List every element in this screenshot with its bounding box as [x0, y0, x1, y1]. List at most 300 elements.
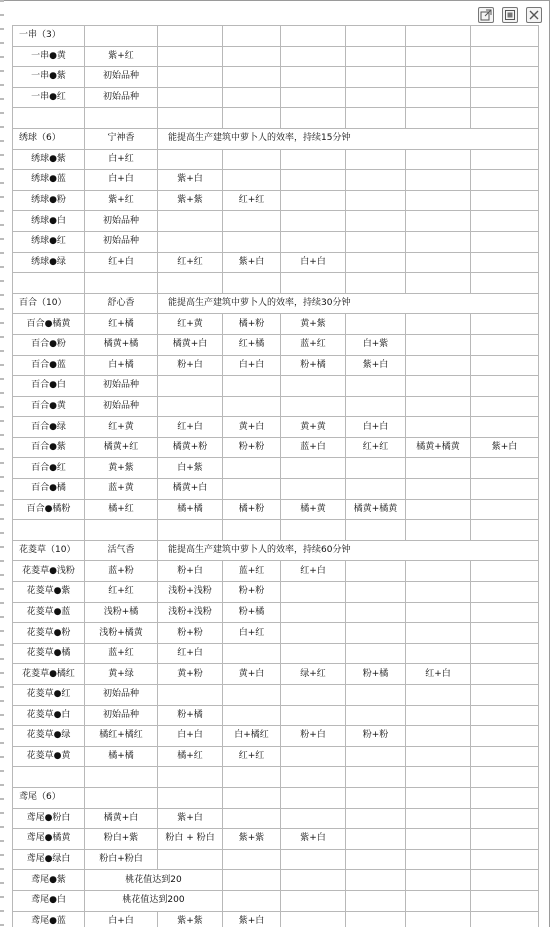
- empty-cell: [346, 231, 406, 252]
- table-row: [13, 499, 539, 520]
- empty-cell: [281, 479, 346, 500]
- recipe-cell: 红+白: [158, 417, 223, 438]
- flower-variety-cell: 百合●白: [13, 376, 85, 397]
- recipe-cell: 桃花值达到20: [85, 870, 223, 891]
- table-row: [13, 231, 539, 252]
- empty-cell: [471, 26, 539, 47]
- empty-cell: [346, 787, 406, 808]
- recipe-cell: 黄+绿: [85, 664, 158, 685]
- recipe-cell: 紫+白: [158, 170, 223, 191]
- empty-cell: [346, 808, 406, 829]
- empty-cell: [471, 108, 539, 129]
- empty-cell: [346, 746, 406, 767]
- empty-cell: [471, 479, 539, 500]
- recipe-cell: 粉+粉: [158, 623, 223, 644]
- recipe-cell: 白+白: [223, 355, 281, 376]
- recipe-cell: 红+白: [406, 664, 471, 685]
- empty-cell: [13, 273, 85, 294]
- empty-cell: [158, 108, 223, 129]
- empty-cell: [281, 273, 346, 294]
- empty-cell: [158, 396, 223, 417]
- empty-cell: [406, 355, 471, 376]
- incense-name-cell: 宁神香: [85, 128, 158, 149]
- recipe-cell: 蓝+红: [281, 334, 346, 355]
- empty-cell: [281, 808, 346, 829]
- empty-cell: [346, 190, 406, 211]
- empty-cell: [223, 890, 281, 911]
- recipe-cell: 浅粉+橘: [85, 602, 158, 623]
- table-row: [13, 46, 539, 67]
- empty-cell: [346, 458, 406, 479]
- recipe-cell: 橘+黄: [281, 499, 346, 520]
- recipe-cell: 黄+黄: [281, 417, 346, 438]
- recipe-cell: 紫+紫: [223, 829, 281, 850]
- flower-variety-cell: 一串●紫: [13, 67, 85, 88]
- section-header-row: [13, 540, 539, 561]
- recipe-cell: 橘红+橘红: [85, 726, 158, 747]
- empty-cell: [406, 829, 471, 850]
- recipe-cell: 橘+橘: [85, 746, 158, 767]
- flower-variety-cell: 花菱草●粉: [13, 623, 85, 644]
- recipe-cell: 蓝+白: [281, 437, 346, 458]
- recipe-cell: 粉+橘: [158, 705, 223, 726]
- empty-cell: [13, 108, 85, 129]
- flower-variety-cell: 花菱草●蓝: [13, 602, 85, 623]
- flower-variety-cell: 百合●橘: [13, 479, 85, 500]
- empty-cell: [406, 808, 471, 829]
- empty-cell: [471, 87, 539, 108]
- empty-cell: [281, 396, 346, 417]
- empty-cell: [158, 149, 223, 170]
- empty-cell: [85, 273, 158, 294]
- empty-cell: [223, 787, 281, 808]
- empty-cell: [281, 520, 346, 541]
- recipe-cell: 蓝+红: [85, 643, 158, 664]
- recipe-cell: 白+紫: [346, 334, 406, 355]
- empty-cell: [406, 417, 471, 438]
- empty-cell: [223, 108, 281, 129]
- empty-cell: [471, 417, 539, 438]
- recipe-cell: 黄+白: [223, 417, 281, 438]
- recipe-cell: 白+红: [85, 149, 158, 170]
- open-external-button[interactable]: [478, 7, 494, 23]
- table-row: [13, 849, 539, 870]
- empty-cell: [471, 211, 539, 232]
- empty-cell: [346, 273, 406, 294]
- table-row: [13, 870, 539, 891]
- table-row: [13, 890, 539, 911]
- recipe-cell: 紫+紫: [158, 190, 223, 211]
- empty-cell: [223, 870, 281, 891]
- empty-cell: [406, 67, 471, 88]
- empty-cell: [281, 890, 346, 911]
- recipe-cell: 红+白: [85, 252, 158, 273]
- recipe-cell: 橘黄+橘黄: [346, 499, 406, 520]
- empty-cell: [281, 685, 346, 706]
- empty-cell: [158, 273, 223, 294]
- empty-cell: [406, 314, 471, 335]
- table-row: [13, 417, 539, 438]
- empty-cell: [281, 46, 346, 67]
- empty-cell: [281, 231, 346, 252]
- empty-cell: [223, 767, 281, 788]
- empty-cell: [346, 685, 406, 706]
- empty-cell: [471, 808, 539, 829]
- flower-variety-cell: 一串●红: [13, 87, 85, 108]
- empty-cell: [223, 396, 281, 417]
- recipe-cell: 红+白: [281, 561, 346, 582]
- flower-variety-cell: 绣球●粉: [13, 190, 85, 211]
- recipe-cell: 红+红: [346, 437, 406, 458]
- empty-cell: [158, 231, 223, 252]
- empty-cell: [406, 211, 471, 232]
- empty-cell: [406, 46, 471, 67]
- spreadsheet: [12, 25, 539, 932]
- empty-cell: [471, 849, 539, 870]
- recipe-cell: 橘+橘: [158, 499, 223, 520]
- recipe-cell: 红+红: [223, 746, 281, 767]
- empty-cell: [471, 190, 539, 211]
- empty-cell: [406, 149, 471, 170]
- empty-cell: [85, 787, 158, 808]
- empty-cell: [346, 602, 406, 623]
- empty-cell: [281, 149, 346, 170]
- recipe-cell: 浅粉+橘黄: [85, 623, 158, 644]
- empty-cell: [406, 252, 471, 273]
- table-row: [13, 726, 539, 747]
- open-external-icon: [480, 9, 492, 21]
- table-row: [13, 746, 539, 767]
- empty-cell: [406, 870, 471, 891]
- empty-cell: [471, 746, 539, 767]
- empty-cell: [85, 26, 158, 47]
- recipe-cell: 橘黄+橘黄: [406, 437, 471, 458]
- recipe-cell: 初始品种: [85, 685, 158, 706]
- table-row: [13, 314, 539, 335]
- recipe-cell: 浅粉+浅粉: [158, 582, 223, 603]
- empty-cell: [85, 520, 158, 541]
- table-row: [13, 334, 539, 355]
- recipe-cell: 蓝+红: [223, 561, 281, 582]
- empty-cell: [406, 643, 471, 664]
- table-row: [13, 582, 539, 603]
- empty-cell: [406, 849, 471, 870]
- window-controls: [478, 7, 542, 23]
- recipe-cell: 粉白 + 粉白: [158, 829, 223, 850]
- close-icon: [528, 9, 540, 21]
- recipe-cell: 紫+红: [85, 46, 158, 67]
- empty-cell: [346, 520, 406, 541]
- empty-cell: [158, 67, 223, 88]
- recipe-cell: 粉+粉: [223, 582, 281, 603]
- empty-cell: [281, 458, 346, 479]
- empty-cell: [158, 376, 223, 397]
- empty-cell: [406, 746, 471, 767]
- empty-cell: [346, 396, 406, 417]
- empty-cell: [406, 334, 471, 355]
- empty-cell: [223, 705, 281, 726]
- incense-name-cell: 活气香: [85, 540, 158, 561]
- flower-variety-cell: 百合●绿: [13, 417, 85, 438]
- section-header-row: [13, 293, 539, 314]
- recipe-cell: 粉+粉: [346, 726, 406, 747]
- recipe-cell: 紫+白: [471, 437, 539, 458]
- empty-cell: [406, 520, 471, 541]
- recipe-cell: 白+白: [281, 252, 346, 273]
- empty-cell: [471, 726, 539, 747]
- empty-cell: [281, 870, 346, 891]
- empty-cell: [471, 685, 539, 706]
- empty-cell: [346, 479, 406, 500]
- close-button[interactable]: [526, 7, 542, 23]
- recipe-cell: 红+橘: [223, 334, 281, 355]
- empty-cell: [406, 685, 471, 706]
- section-title-cell: 一串（3）: [13, 26, 85, 47]
- recipe-cell: 白+白: [346, 417, 406, 438]
- recipe-cell: 粉+白: [158, 561, 223, 582]
- recipe-cell: 粉+粉: [223, 437, 281, 458]
- empty-cell: [471, 231, 539, 252]
- flower-variety-cell: 鸢尾●橘黄: [13, 829, 85, 850]
- empty-cell: [223, 643, 281, 664]
- recipe-cell: 初始品种: [85, 376, 158, 397]
- empty-cell: [281, 787, 346, 808]
- recipe-cell: 橘+红: [158, 746, 223, 767]
- flower-variety-cell: 一串●黄: [13, 46, 85, 67]
- recipe-cell: 紫+白: [281, 829, 346, 850]
- table-row: [13, 561, 539, 582]
- empty-cell: [346, 561, 406, 582]
- section-header-row: [13, 26, 539, 47]
- empty-cell: [223, 149, 281, 170]
- recipe-cell: 蓝+粉: [85, 561, 158, 582]
- empty-cell: [223, 458, 281, 479]
- recipe-cell: 红+黄: [158, 314, 223, 335]
- recipe-cell: 白+红: [223, 623, 281, 644]
- recipe-cell: 黄+紫: [281, 314, 346, 335]
- table-row: [13, 170, 539, 191]
- empty-cell: [223, 170, 281, 191]
- empty-cell: [471, 499, 539, 520]
- empty-cell: [471, 602, 539, 623]
- recipe-cell: 紫+白: [158, 808, 223, 829]
- empty-cell: [471, 829, 539, 850]
- empty-cell: [406, 705, 471, 726]
- table-row: [13, 211, 539, 232]
- blank-row: [13, 520, 539, 541]
- flower-variety-cell: 百合●紫: [13, 437, 85, 458]
- empty-cell: [346, 314, 406, 335]
- restore-button[interactable]: [502, 7, 518, 23]
- empty-cell: [406, 623, 471, 644]
- recipe-cell: 白+橘红: [223, 726, 281, 747]
- empty-cell: [406, 87, 471, 108]
- empty-cell: [346, 705, 406, 726]
- incense-effect-cell: 能提高生产建筑中萝卜人的效率，持续60分钟: [158, 540, 539, 561]
- empty-cell: [346, 849, 406, 870]
- empty-cell: [471, 890, 539, 911]
- empty-cell: [281, 602, 346, 623]
- empty-cell: [471, 396, 539, 417]
- empty-cell: [158, 787, 223, 808]
- recipe-cell: 橘+粉: [223, 499, 281, 520]
- table-row: [13, 479, 539, 500]
- recipe-cell: 红+红: [158, 252, 223, 273]
- flower-variety-cell: 鸢尾●白: [13, 890, 85, 911]
- recipe-cell: 粉+橘: [223, 602, 281, 623]
- flower-variety-cell: 绣球●绿: [13, 252, 85, 273]
- empty-cell: [471, 46, 539, 67]
- recipe-cell: 黄+白: [223, 664, 281, 685]
- empty-cell: [471, 643, 539, 664]
- recipe-cell: 白+白: [85, 170, 158, 191]
- recipe-cell: 初始品种: [85, 231, 158, 252]
- empty-cell: [158, 46, 223, 67]
- empty-cell: [346, 767, 406, 788]
- incense-name-cell: 舒心香: [85, 293, 158, 314]
- empty-cell: [406, 231, 471, 252]
- table-row: [13, 87, 539, 108]
- empty-cell: [406, 582, 471, 603]
- incense-effect-cell: 能提高生产建筑中萝卜人的效率，持续30分钟: [158, 293, 539, 314]
- left-edge: [0, 0, 4, 937]
- empty-cell: [346, 829, 406, 850]
- empty-cell: [471, 252, 539, 273]
- recipe-cell: 初始品种: [85, 396, 158, 417]
- empty-cell: [158, 26, 223, 47]
- flower-variety-cell: 百合●红: [13, 458, 85, 479]
- empty-cell: [406, 787, 471, 808]
- flower-variety-cell: 鸢尾●紫: [13, 870, 85, 891]
- recipe-cell: 粉+橘: [281, 355, 346, 376]
- empty-cell: [471, 170, 539, 191]
- recipe-cell: 红+白: [158, 643, 223, 664]
- flower-variety-cell: 绣球●红: [13, 231, 85, 252]
- empty-cell: [223, 211, 281, 232]
- recipe-cell: 白+白: [158, 726, 223, 747]
- recipe-cell: 粉+白: [158, 355, 223, 376]
- flower-variety-cell: 鸢尾●蓝: [13, 911, 85, 932]
- recipe-cell: 白+橘: [85, 355, 158, 376]
- flower-variety-cell: 鸢尾●粉白: [13, 808, 85, 829]
- flower-variety-cell: 绣球●蓝: [13, 170, 85, 191]
- table-row: [13, 252, 539, 273]
- empty-cell: [406, 767, 471, 788]
- table-row: [13, 190, 539, 211]
- flower-variety-cell: 花菱草●浅粉: [13, 561, 85, 582]
- recipe-cell: 橘黄+白: [85, 808, 158, 829]
- empty-cell: [223, 87, 281, 108]
- empty-cell: [471, 520, 539, 541]
- recipe-cell: 黄+紫: [85, 458, 158, 479]
- empty-cell: [471, 705, 539, 726]
- flower-variety-cell: 百合●橘粉: [13, 499, 85, 520]
- empty-cell: [281, 67, 346, 88]
- recipe-cell: 粉白+粉白: [85, 849, 158, 870]
- empty-cell: [406, 479, 471, 500]
- flower-variety-cell: 花菱草●白: [13, 705, 85, 726]
- recipe-cell: 粉白+紫: [85, 829, 158, 850]
- empty-cell: [346, 870, 406, 891]
- table-row: [13, 396, 539, 417]
- recipe-cell: 橘黄+白: [158, 334, 223, 355]
- table-row: [13, 685, 539, 706]
- empty-cell: [223, 46, 281, 67]
- empty-cell: [406, 170, 471, 191]
- incense-effect-cell: 能提高生产建筑中萝卜人的效率，持续15分钟: [158, 128, 539, 149]
- empty-cell: [471, 314, 539, 335]
- flower-variety-cell: 绣球●白: [13, 211, 85, 232]
- empty-cell: [471, 458, 539, 479]
- empty-cell: [471, 767, 539, 788]
- section-header-row: [13, 787, 539, 808]
- empty-cell: [223, 808, 281, 829]
- section-header-row: [13, 128, 539, 149]
- flower-variety-cell: 花菱草●绿: [13, 726, 85, 747]
- empty-cell: [471, 787, 539, 808]
- empty-cell: [471, 355, 539, 376]
- section-title-cell: 花菱草（10）: [13, 540, 85, 561]
- flower-variety-cell: 百合●粉: [13, 334, 85, 355]
- empty-cell: [223, 376, 281, 397]
- empty-cell: [346, 252, 406, 273]
- recipe-cell: 黄+粉: [158, 664, 223, 685]
- table-row: [13, 67, 539, 88]
- empty-cell: [471, 273, 539, 294]
- flower-variety-cell: 百合●黄: [13, 396, 85, 417]
- flower-breeding-table: [12, 25, 539, 932]
- table-row: [13, 664, 539, 685]
- recipe-cell: 橘+红: [85, 499, 158, 520]
- empty-cell: [471, 870, 539, 891]
- empty-cell: [346, 149, 406, 170]
- empty-cell: [223, 26, 281, 47]
- empty-cell: [346, 211, 406, 232]
- empty-cell: [281, 170, 346, 191]
- table-row: [13, 376, 539, 397]
- flower-variety-cell: 花菱草●紫: [13, 582, 85, 603]
- empty-cell: [158, 87, 223, 108]
- blank-row: [13, 273, 539, 294]
- empty-cell: [281, 376, 346, 397]
- empty-cell: [346, 87, 406, 108]
- empty-cell: [346, 26, 406, 47]
- recipe-cell: 红+红: [223, 190, 281, 211]
- empty-cell: [281, 26, 346, 47]
- empty-cell: [281, 643, 346, 664]
- recipe-cell: 初始品种: [85, 705, 158, 726]
- restore-icon: [504, 9, 516, 21]
- empty-cell: [13, 520, 85, 541]
- empty-cell: [223, 231, 281, 252]
- empty-cell: [471, 334, 539, 355]
- empty-cell: [471, 582, 539, 603]
- recipe-cell: 橘黄+红: [85, 437, 158, 458]
- recipe-cell: 蓝+黄: [85, 479, 158, 500]
- flower-variety-cell: 花菱草●橘红: [13, 664, 85, 685]
- empty-cell: [158, 767, 223, 788]
- recipe-cell: 绿+红: [281, 664, 346, 685]
- table-row: [13, 149, 539, 170]
- flower-variety-cell: 花菱草●红: [13, 685, 85, 706]
- flower-variety-cell: 百合●蓝: [13, 355, 85, 376]
- empty-cell: [346, 890, 406, 911]
- recipe-cell: 初始品种: [85, 67, 158, 88]
- flower-variety-cell: 绣球●紫: [13, 149, 85, 170]
- empty-cell: [406, 602, 471, 623]
- empty-cell: [346, 170, 406, 191]
- empty-cell: [346, 623, 406, 644]
